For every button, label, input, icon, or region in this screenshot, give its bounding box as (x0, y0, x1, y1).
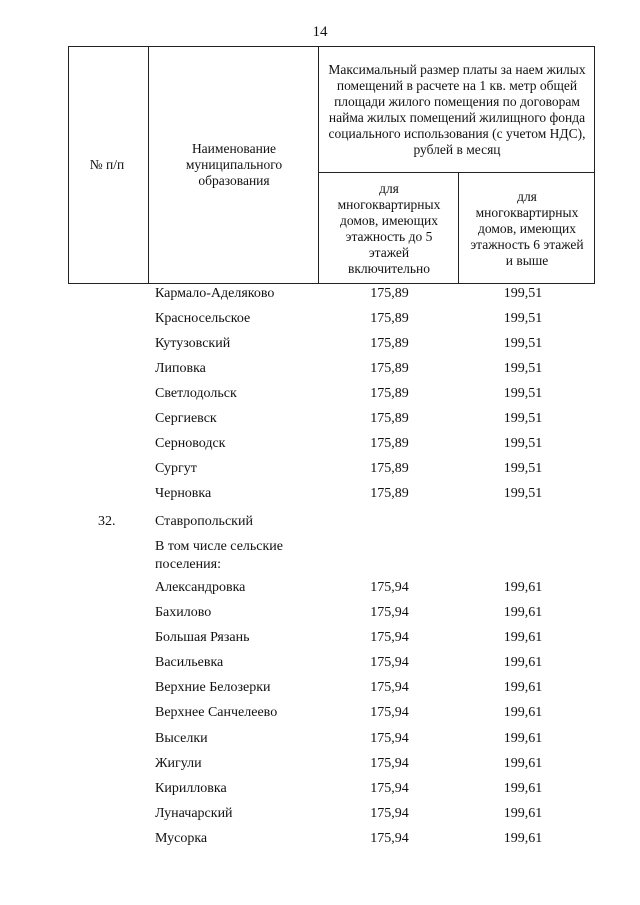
rent-up-to-5: 175,94 (370, 731, 409, 746)
municipality-name: Кутузовский (155, 336, 231, 351)
municipality-name: Верхнее Санчелеево (155, 705, 278, 720)
rent-6-plus: 199,51 (503, 311, 543, 326)
table-row (0, 311, 640, 335)
header-municipality: Наименование муниципального образования (185, 141, 283, 188)
municipality-name: Кирилловка (155, 781, 227, 796)
municipality-name: Верхние Белозерки (155, 680, 271, 695)
table-row (0, 731, 640, 755)
rent-up-to-5: 175,89 (370, 436, 409, 451)
rent-up-to-5: 175,89 (370, 411, 409, 426)
municipality-name: Светлодольск (155, 386, 237, 401)
district-subheading: В том числе сельские поселения: (155, 539, 284, 572)
rent-6-plus: 199,61 (503, 580, 543, 595)
municipality-name: Серноводск (155, 436, 226, 451)
rent-up-to-5: 175,89 (370, 336, 409, 351)
rent-6-plus: 199,61 (503, 731, 543, 746)
municipality-name: Александровка (155, 580, 246, 595)
rent-up-to-5: 175,89 (370, 286, 409, 301)
table-row (0, 655, 640, 679)
municipality-name: Сургут (155, 461, 197, 476)
municipality-name: Сергиевск (155, 411, 217, 426)
rent-up-to-5: 175,89 (370, 311, 409, 326)
rent-up-to-5: 175,89 (370, 461, 409, 476)
municipality-name: Липовка (155, 361, 206, 376)
rent-up-to-5: 175,94 (370, 605, 409, 620)
municipality-name: Бахилово (155, 605, 212, 620)
rent-up-to-5: 175,94 (370, 630, 409, 645)
table-row (0, 705, 640, 729)
municipality-name: Мусорка (155, 831, 208, 846)
rent-6-plus: 199,51 (503, 411, 543, 426)
header-6-floors-and-above: для многоквартирных домов, имеющих этажность 6 этажей и выше (470, 189, 584, 268)
rent-up-to-5: 175,94 (370, 580, 409, 595)
table-row (0, 781, 640, 805)
rent-6-plus: 199,51 (503, 436, 543, 451)
rent-6-plus: 199,61 (503, 605, 543, 620)
header-number: № п/п (89, 157, 125, 172)
rent-up-to-5: 175,89 (370, 361, 409, 376)
district-section (0, 514, 640, 574)
municipality-name: Большая Рязань (155, 630, 250, 645)
rent-up-to-5: 175,94 (370, 655, 409, 670)
rent-6-plus: 199,51 (503, 361, 543, 376)
district-name: Ставропольский (155, 514, 253, 529)
rent-up-to-5: 175,89 (370, 486, 409, 501)
rent-up-to-5: 175,94 (370, 831, 409, 846)
table-row (0, 436, 640, 460)
header-up-to-5-floors: для многоквартирных домов, имеющих этажность до 5 этажей включительно (337, 181, 441, 276)
rent-6-plus: 199,61 (503, 831, 543, 846)
table-row (0, 361, 640, 385)
rent-6-plus: 199,61 (503, 680, 543, 695)
table-row (0, 461, 640, 485)
rent-6-plus: 199,51 (503, 486, 543, 501)
rent-up-to-5: 175,94 (370, 705, 409, 720)
municipality-name: Выселки (155, 731, 208, 746)
rent-6-plus: 199,51 (503, 386, 543, 401)
table-row (0, 286, 640, 310)
rent-6-plus: 199,61 (503, 781, 543, 796)
municipality-name: Черновка (155, 486, 212, 501)
table-row (0, 411, 640, 435)
rent-up-to-5: 175,94 (370, 680, 409, 695)
rent-6-plus: 199,61 (503, 630, 543, 645)
table-row (0, 486, 640, 510)
rent-6-plus: 199,61 (503, 655, 543, 670)
municipality-name: Красносельское (155, 311, 251, 326)
district-number: 32. (98, 514, 116, 529)
header-max-rent: Максимальный размер платы за наем жилых помещений в расчете на 1 кв. метр общей площади жилого помещения по договорам найма жилых помещений жилищного фонда социального использования (с учетом НДС), рублей в месяц (328, 62, 586, 157)
table-row (0, 580, 640, 604)
rent-6-plus: 199,51 (503, 286, 543, 301)
table-row (0, 806, 640, 830)
table-row (0, 336, 640, 360)
rent-6-plus: 199,61 (503, 806, 543, 821)
rent-6-plus: 199,61 (503, 705, 543, 720)
table-row (0, 756, 640, 780)
table-row (0, 386, 640, 410)
table-row (0, 831, 640, 855)
rent-6-plus: 199,51 (503, 336, 543, 351)
municipality-name: Васильевка (155, 655, 224, 670)
municipality-name: Кармало-Аделяково (155, 286, 275, 301)
rent-6-plus: 199,51 (503, 461, 543, 476)
table-row (0, 605, 640, 629)
table-row (0, 630, 640, 654)
municipality-name: Жигули (155, 756, 202, 771)
page-number: 14 (312, 24, 328, 40)
rent-up-to-5: 175,94 (370, 781, 409, 796)
table-row (0, 680, 640, 704)
rent-up-to-5: 175,89 (370, 386, 409, 401)
rent-6-plus: 199,61 (503, 756, 543, 771)
municipality-name: Луначарский (155, 806, 233, 821)
rent-up-to-5: 175,94 (370, 806, 409, 821)
rent-up-to-5: 175,94 (370, 756, 409, 771)
